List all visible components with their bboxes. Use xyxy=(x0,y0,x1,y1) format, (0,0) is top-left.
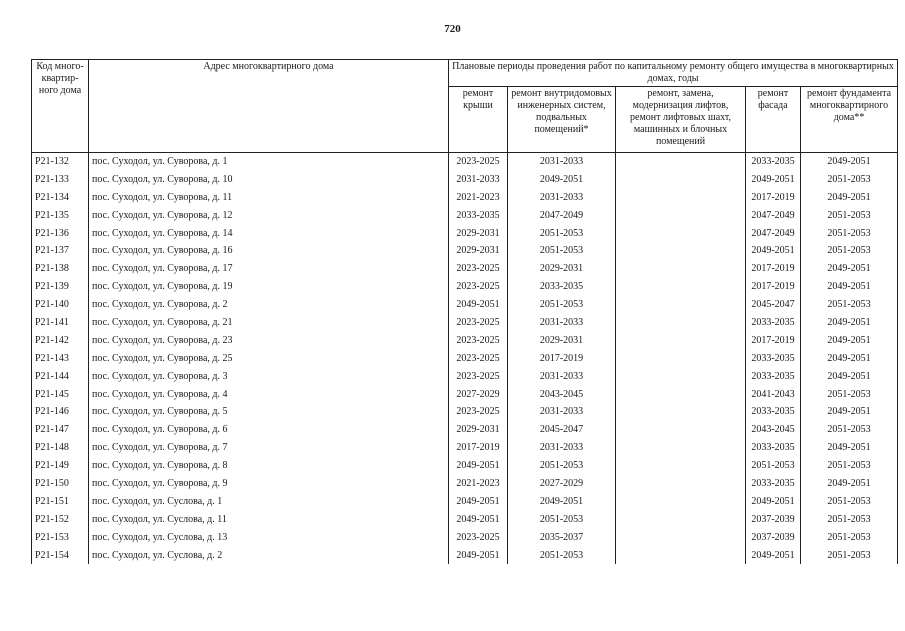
cell-systems: 2051-2053 xyxy=(508,296,616,314)
cell-roof: 2017-2019 xyxy=(449,439,508,457)
cell-systems: 2031-2033 xyxy=(508,314,616,332)
table-row xyxy=(32,332,898,350)
cell-address: пос. Суходол, ул. Суворова, д. 4 xyxy=(89,386,449,404)
cell-address: пос. Суходол, ул. Суворова, д. 5 xyxy=(89,403,449,421)
cell-foundation: 2049-2051 xyxy=(801,189,898,207)
cell-facade: 2047-2049 xyxy=(746,225,801,243)
cell-roof: 2023-2025 xyxy=(449,278,508,296)
cell-address: пос. Суходол, ул. Суворова, д. 12 xyxy=(89,207,449,225)
cell-foundation: 2049-2051 xyxy=(801,278,898,296)
cell-elevators xyxy=(616,332,746,350)
table-row xyxy=(32,386,898,404)
cell-address: пос. Суходол, ул. Суворова, д. 10 xyxy=(89,171,449,189)
cell-address: пос. Суходол, ул. Суворова, д. 11 xyxy=(89,189,449,207)
cell-foundation: 2051-2053 xyxy=(801,547,898,565)
cell-facade: 2041-2043 xyxy=(746,386,801,404)
cell-roof: 2023-2025 xyxy=(449,260,508,278)
cell-roof: 2023-2025 xyxy=(449,403,508,421)
cell-elevators xyxy=(616,242,746,260)
cell-systems: 2049-2051 xyxy=(508,493,616,511)
cell-systems: 2035-2037 xyxy=(508,529,616,547)
cell-elevators xyxy=(616,475,746,493)
cell-roof: 2049-2051 xyxy=(449,493,508,511)
cell-roof: 2049-2051 xyxy=(449,457,508,475)
cell-address: пос. Суходол, ул. Суворова, д. 2 xyxy=(89,296,449,314)
cell-roof: 2023-2025 xyxy=(449,529,508,547)
cell-foundation: 2051-2053 xyxy=(801,225,898,243)
cell-address: пос. Суходол, ул. Суворова, д. 21 xyxy=(89,314,449,332)
cell-elevators xyxy=(616,207,746,225)
cell-code: Р21-135 xyxy=(32,207,89,225)
cell-code: Р21-149 xyxy=(32,457,89,475)
header-foundation: ремонт фундамента многоквартирного дома** xyxy=(801,87,898,153)
cell-foundation: 2049-2051 xyxy=(801,314,898,332)
table-row xyxy=(32,547,898,565)
cell-roof: 2021-2023 xyxy=(449,475,508,493)
cell-address: пос. Суходол, ул. Суворова, д. 19 xyxy=(89,278,449,296)
table-row xyxy=(32,296,898,314)
cell-elevators xyxy=(616,493,746,511)
table-row xyxy=(32,475,898,493)
cell-address: пос. Суходол, ул. Суслова, д. 2 xyxy=(89,547,449,565)
cell-code: Р21-143 xyxy=(32,350,89,368)
cell-code: Р21-147 xyxy=(32,421,89,439)
cell-facade: 2051-2053 xyxy=(746,457,801,475)
header-address: Адрес многоквартирного дома xyxy=(89,60,449,153)
cell-code: Р21-145 xyxy=(32,386,89,404)
table-row xyxy=(32,314,898,332)
header-systems: ремонт внутридомовых инженерных систем, подвальных помещений* xyxy=(508,87,616,153)
cell-systems: 2017-2019 xyxy=(508,350,616,368)
header-elevators: ремонт, замена, модернизация лифтов, ремонт лифтовых шахт, машинных и блочных помещений xyxy=(616,87,746,153)
cell-systems: 2031-2033 xyxy=(508,439,616,457)
cell-systems: 2031-2033 xyxy=(508,189,616,207)
cell-facade: 2049-2051 xyxy=(746,171,801,189)
cell-code: Р21-150 xyxy=(32,475,89,493)
cell-roof: 2049-2051 xyxy=(449,511,508,529)
cell-foundation: 2051-2053 xyxy=(801,207,898,225)
cell-code: Р21-152 xyxy=(32,511,89,529)
cell-code: Р21-137 xyxy=(32,242,89,260)
cell-systems: 2051-2053 xyxy=(508,547,616,565)
table-row xyxy=(32,153,898,171)
cell-address: пос. Суходол, ул. Суворова, д. 25 xyxy=(89,350,449,368)
cell-facade: 2043-2045 xyxy=(746,421,801,439)
cell-address: пос. Суходол, ул. Суворова, д. 17 xyxy=(89,260,449,278)
cell-elevators xyxy=(616,368,746,386)
cell-facade: 2037-2039 xyxy=(746,529,801,547)
cell-facade: 2033-2035 xyxy=(746,314,801,332)
cell-facade: 2037-2039 xyxy=(746,511,801,529)
cell-elevators xyxy=(616,439,746,457)
cell-roof: 2023-2025 xyxy=(449,153,508,171)
table-row xyxy=(32,421,898,439)
cell-foundation: 2049-2051 xyxy=(801,332,898,350)
cell-systems: 2031-2033 xyxy=(508,153,616,171)
cell-facade: 2017-2019 xyxy=(746,332,801,350)
cell-systems: 2051-2053 xyxy=(508,457,616,475)
cell-code: Р21-151 xyxy=(32,493,89,511)
cell-foundation: 2049-2051 xyxy=(801,153,898,171)
cell-roof: 2029-2031 xyxy=(449,225,508,243)
cell-systems: 2033-2035 xyxy=(508,278,616,296)
cell-facade: 2033-2035 xyxy=(746,350,801,368)
cell-code: Р21-139 xyxy=(32,278,89,296)
capital-repair-schedule-table xyxy=(31,59,898,564)
table-body xyxy=(32,153,898,565)
table-row xyxy=(32,529,898,547)
cell-foundation: 2051-2053 xyxy=(801,493,898,511)
cell-code: Р21-148 xyxy=(32,439,89,457)
cell-elevators xyxy=(616,189,746,207)
cell-address: пос. Суходол, ул. Суворова, д. 7 xyxy=(89,439,449,457)
cell-elevators xyxy=(616,171,746,189)
cell-elevators xyxy=(616,547,746,565)
cell-address: пос. Суходол, ул. Суслова, д. 1 xyxy=(89,493,449,511)
cell-code: Р21-133 xyxy=(32,171,89,189)
cell-code: Р21-141 xyxy=(32,314,89,332)
cell-address: пос. Суходол, ул. Суворова, д. 23 xyxy=(89,332,449,350)
cell-facade: 2017-2019 xyxy=(746,189,801,207)
cell-systems: 2043-2045 xyxy=(508,386,616,404)
cell-systems: 2051-2053 xyxy=(508,511,616,529)
cell-roof: 2023-2025 xyxy=(449,332,508,350)
cell-code: Р21-140 xyxy=(32,296,89,314)
header-facade: ремонт фасада xyxy=(746,87,801,153)
cell-roof: 2023-2025 xyxy=(449,350,508,368)
table-row xyxy=(32,493,898,511)
table-row xyxy=(32,260,898,278)
cell-foundation: 2051-2053 xyxy=(801,421,898,439)
cell-roof: 2023-2025 xyxy=(449,314,508,332)
cell-code: Р21-153 xyxy=(32,529,89,547)
cell-facade: 2045-2047 xyxy=(746,296,801,314)
cell-elevators xyxy=(616,225,746,243)
cell-foundation: 2049-2051 xyxy=(801,439,898,457)
cell-roof: 2049-2051 xyxy=(449,296,508,314)
cell-systems: 2031-2033 xyxy=(508,368,616,386)
cell-systems: 2029-2031 xyxy=(508,332,616,350)
cell-facade: 2017-2019 xyxy=(746,278,801,296)
table-row xyxy=(32,225,898,243)
cell-code: Р21-134 xyxy=(32,189,89,207)
cell-code: Р21-144 xyxy=(32,368,89,386)
cell-address: пос. Суходол, ул. Суворова, д. 16 xyxy=(89,242,449,260)
table-row xyxy=(32,368,898,386)
table-row xyxy=(32,207,898,225)
cell-elevators xyxy=(616,529,746,547)
cell-roof: 2031-2033 xyxy=(449,171,508,189)
table-row xyxy=(32,242,898,260)
cell-elevators xyxy=(616,278,746,296)
table-row xyxy=(32,511,898,529)
cell-roof: 2049-2051 xyxy=(449,547,508,565)
cell-code: Р21-142 xyxy=(32,332,89,350)
cell-roof: 2021-2023 xyxy=(449,189,508,207)
header-periods: Плановые периоды проведения работ по капитальному ремонту общего имущества в многоквартирных домах, годы xyxy=(449,60,898,87)
cell-facade: 2047-2049 xyxy=(746,207,801,225)
cell-elevators xyxy=(616,350,746,368)
header-code: Код много-квартир-ного дома xyxy=(32,60,89,153)
cell-systems: 2029-2031 xyxy=(508,260,616,278)
cell-address: пос. Суходол, ул. Суворова, д. 8 xyxy=(89,457,449,475)
page-number: 720 xyxy=(444,23,461,35)
cell-elevators xyxy=(616,314,746,332)
cell-foundation: 2051-2053 xyxy=(801,457,898,475)
cell-address: пос. Суходол, ул. Суслова, д. 13 xyxy=(89,529,449,547)
cell-code: Р21-154 xyxy=(32,547,89,565)
cell-facade: 2033-2035 xyxy=(746,439,801,457)
cell-address: пос. Суходол, ул. Суворова, д. 1 xyxy=(89,153,449,171)
cell-facade: 2017-2019 xyxy=(746,260,801,278)
cell-code: Р21-146 xyxy=(32,403,89,421)
cell-elevators xyxy=(616,511,746,529)
cell-elevators xyxy=(616,386,746,404)
cell-foundation: 2049-2051 xyxy=(801,403,898,421)
table-row xyxy=(32,457,898,475)
cell-address: пос. Суходол, ул. Суворова, д. 9 xyxy=(89,475,449,493)
cell-foundation: 2049-2051 xyxy=(801,260,898,278)
cell-systems: 2051-2053 xyxy=(508,242,616,260)
cell-foundation: 2051-2053 xyxy=(801,529,898,547)
cell-address: пос. Суходол, ул. Суслова, д. 11 xyxy=(89,511,449,529)
cell-facade: 2033-2035 xyxy=(746,403,801,421)
cell-facade: 2033-2035 xyxy=(746,368,801,386)
cell-facade: 2049-2051 xyxy=(746,547,801,565)
cell-foundation: 2049-2051 xyxy=(801,350,898,368)
cell-elevators xyxy=(616,403,746,421)
cell-elevators xyxy=(616,457,746,475)
cell-systems: 2051-2053 xyxy=(508,225,616,243)
cell-code: Р21-138 xyxy=(32,260,89,278)
cell-elevators xyxy=(616,421,746,439)
cell-foundation: 2049-2051 xyxy=(801,368,898,386)
cell-roof: 2029-2031 xyxy=(449,421,508,439)
cell-foundation: 2051-2053 xyxy=(801,171,898,189)
cell-roof: 2027-2029 xyxy=(449,386,508,404)
cell-foundation: 2051-2053 xyxy=(801,386,898,404)
cell-code: Р21-136 xyxy=(32,225,89,243)
cell-foundation: 2051-2053 xyxy=(801,296,898,314)
table-row xyxy=(32,189,898,207)
cell-code: Р21-132 xyxy=(32,153,89,171)
cell-facade: 2049-2051 xyxy=(746,493,801,511)
cell-roof: 2023-2025 xyxy=(449,368,508,386)
cell-roof: 2029-2031 xyxy=(449,242,508,260)
cell-foundation: 2051-2053 xyxy=(801,511,898,529)
table-row xyxy=(32,350,898,368)
cell-foundation: 2051-2053 xyxy=(801,242,898,260)
table-row xyxy=(32,171,898,189)
table-row xyxy=(32,439,898,457)
cell-roof: 2033-2035 xyxy=(449,207,508,225)
cell-facade: 2033-2035 xyxy=(746,475,801,493)
header-roof: ремонт крыши xyxy=(449,87,508,153)
table-row xyxy=(32,278,898,296)
cell-elevators xyxy=(616,153,746,171)
cell-elevators xyxy=(616,296,746,314)
cell-elevators xyxy=(616,260,746,278)
cell-address: пос. Суходол, ул. Суворова, д. 6 xyxy=(89,421,449,439)
cell-facade: 2049-2051 xyxy=(746,242,801,260)
cell-systems: 2049-2051 xyxy=(508,171,616,189)
cell-systems: 2027-2029 xyxy=(508,475,616,493)
table-row xyxy=(32,403,898,421)
cell-systems: 2047-2049 xyxy=(508,207,616,225)
cell-foundation: 2049-2051 xyxy=(801,475,898,493)
cell-address: пос. Суходол, ул. Суворова, д. 3 xyxy=(89,368,449,386)
cell-systems: 2045-2047 xyxy=(508,421,616,439)
cell-address: пос. Суходол, ул. Суворова, д. 14 xyxy=(89,225,449,243)
cell-facade: 2033-2035 xyxy=(746,153,801,171)
cell-systems: 2031-2033 xyxy=(508,403,616,421)
